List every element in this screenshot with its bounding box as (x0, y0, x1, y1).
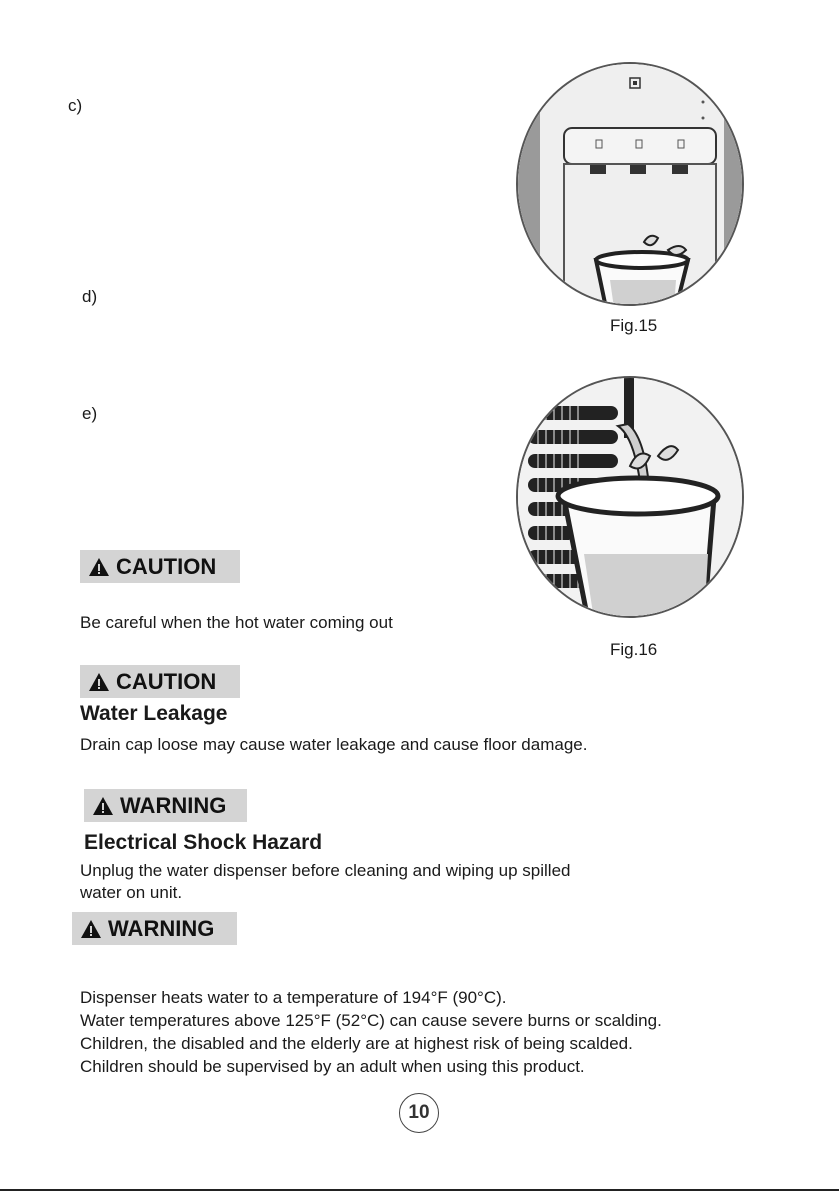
electrical-shock-heading: Electrical Shock Hazard (84, 831, 323, 854)
warning-badge (72, 912, 237, 945)
electrical-shock-line-1: Unplug the water dispenser before cleaning and wiping up spilled (80, 861, 571, 880)
caution-badge-label: CAUTION (116, 553, 217, 579)
electrical-shock-line-2: water on unit. (80, 883, 183, 902)
water-leakage-heading: Water Leakage (80, 702, 228, 725)
scald-warning-line-1: Dispenser heats water to a temperature of 194°F (90°C). (80, 988, 507, 1007)
scald-warning-line-3: Children, the disabled and the elderly are at highest risk of being scalded. (80, 1034, 633, 1053)
warning-badge (84, 789, 247, 822)
figure-15-dispenser-illustration (516, 62, 744, 306)
step-label-c: c) (68, 96, 83, 115)
figure-15-caption: Fig.15 (610, 316, 658, 335)
scald-warning-line-4: Children should be supervised by an adult when using this product. (80, 1057, 585, 1076)
caution-badge (80, 665, 240, 698)
figure-16-caption: Fig.16 (610, 640, 658, 659)
warning-triangle-icon (88, 557, 110, 577)
warning-triangle-icon (88, 672, 110, 692)
warning-triangle-icon (92, 796, 114, 816)
step-label-e: e) (82, 404, 98, 423)
warning-badge-label: WARNING (120, 792, 227, 818)
water-leakage-text: Drain cap loose may cause water leakage and cause floor damage. (80, 735, 588, 754)
dispenser-panel-drawing (518, 64, 744, 306)
figure-16-hot-water-illustration (516, 376, 744, 618)
warning-triangle-icon (80, 919, 102, 939)
caution-badge (80, 550, 240, 583)
step-label-d: d) (82, 287, 98, 306)
hot-water-drawing (518, 378, 744, 618)
caution-hot-water-text: Be careful when the hot water coming out (80, 613, 393, 632)
caution-badge-label: CAUTION (116, 668, 217, 694)
scald-warning-line-2: Water temperatures above 125°F (52°C) can cause severe burns or scalding. (80, 1011, 662, 1030)
page-number: 10 (399, 1093, 439, 1133)
warning-badge-label: WARNING (108, 915, 215, 941)
